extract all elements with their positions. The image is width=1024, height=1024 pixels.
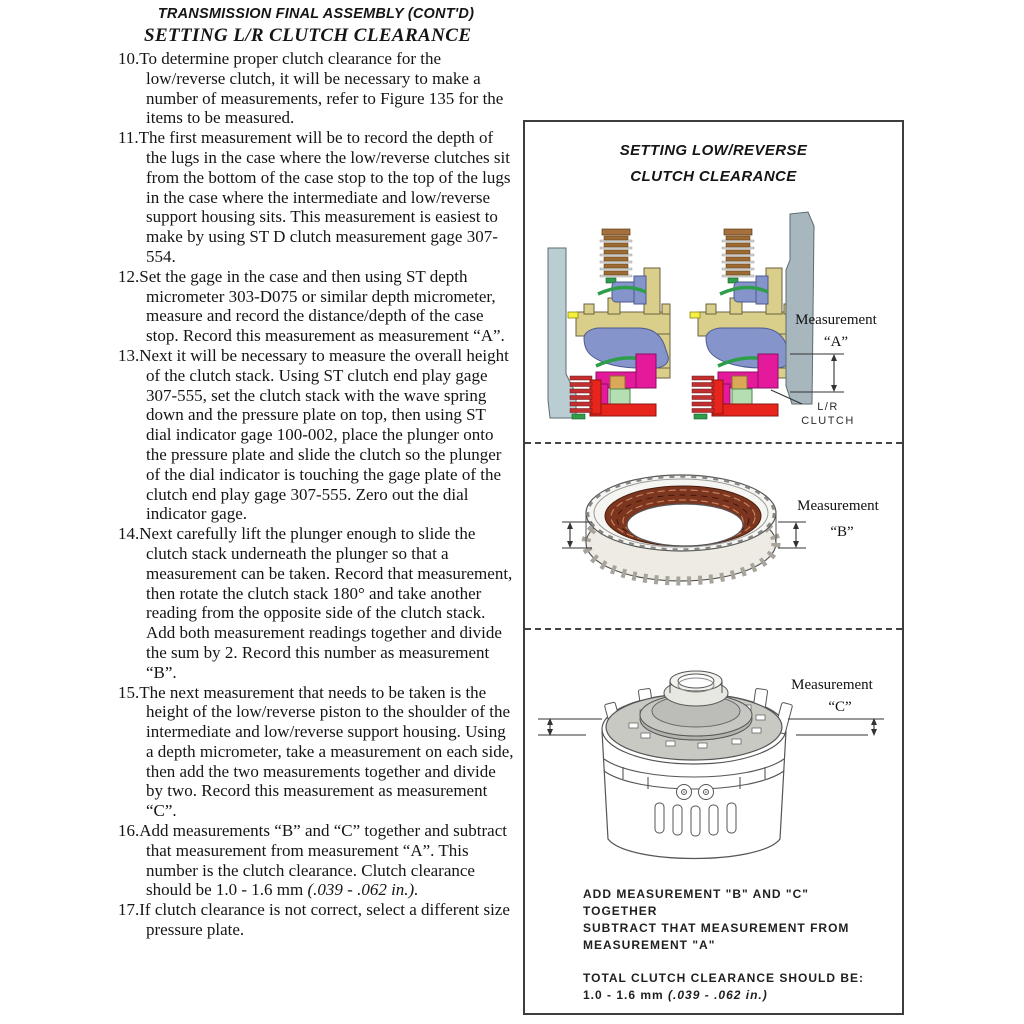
figure-title-line1: SETTING LOW/REVERSE	[619, 142, 808, 159]
step-text: Add measurements “B” and “C” together and subtract that measurement from measurement “A”. This number is the clutch clearance. Clutch clearance should be 1.0 - 1.6 mm	[139, 821, 507, 900]
note-line4: TOTAL CLUTCH CLEARANCE SHOULD BE:	[583, 971, 864, 985]
step-number: 16.	[118, 821, 140, 841]
measurement-b-label: Measurement	[797, 498, 879, 514]
diagram-measurement-a	[528, 208, 900, 442]
step-item-12	[118, 267, 514, 346]
doc-title: TRANSMISSION FINAL ASSEMBLY (CONT'D)	[157, 6, 475, 22]
measurement-b-value: “B”	[830, 524, 854, 540]
clutch-section-right	[786, 212, 814, 404]
dashed-divider-2	[525, 628, 902, 630]
note-line3: MEASUREMENT "A"	[583, 938, 716, 952]
step-number: 10.	[118, 49, 140, 68]
instruction-list	[118, 49, 514, 940]
step-number: 17.	[118, 900, 140, 920]
step-number: 14.	[118, 524, 140, 544]
note-line2: SUBTRACT THAT MEASUREMENT FROM	[583, 921, 850, 935]
step-text: Next carefully lift the plunger enough to slide the clutch stack underneath the plunger so that a measurement can be taken. Record that measurement, then rotate the clutch stack 180° and take another reading from the opposite side of the clutch stack. Add both measurement readings together and divide the sum by 2. Record this number as measurement “B”.	[139, 524, 513, 682]
section-title: SETTING L/R CLUTCH CLEARANCE	[144, 25, 472, 46]
diagram-measurement-c	[528, 631, 900, 881]
measurement-c-label: Measurement	[791, 677, 873, 693]
text-column	[118, 5, 514, 940]
note-line1: ADD MEASUREMENT "B" AND "C" TOGETHER	[583, 887, 809, 918]
lr-clutch-label-line1: L/R	[817, 401, 839, 413]
step-text: If clutch clearance is not correct, select a different size pressure plate.	[139, 900, 510, 940]
lr-clutch-label-line2: CLUTCH	[801, 415, 855, 427]
note-clearance-normal: 1.0 - 1.6 mm	[583, 988, 669, 1002]
figure-135-box	[523, 120, 904, 1015]
diagram-measurement-b	[528, 452, 900, 624]
step-item-17	[118, 900, 514, 940]
measurement-c-value: “C”	[828, 699, 852, 715]
figure-note	[583, 886, 883, 1004]
step-number: 15.	[118, 682, 140, 702]
measurement-a-label: Measurement	[795, 312, 877, 328]
clutch-stack-ring	[586, 475, 776, 581]
step-text: The first measurement will be to record the depth of the lugs in the case where the low/reverse clutches sit from the bottom of the case stop to the top of the lugs in the case where the intermediate and low/reverse support housing sits. This measurement is easiest to make by using ST D clutch measurement gage 307-554.	[138, 128, 511, 266]
step-item-11	[118, 128, 514, 267]
dashed-divider-1	[525, 442, 902, 444]
step-item-14	[118, 524, 514, 682]
step-item-13	[118, 346, 514, 524]
step-text: Next it will be necessary to measure the overall height of the clutch stack. Using ST clutch end play gage 307-555, set the clutch stack with the wave spring down and the pressure plate on top, then using ST dial indicator gage 100-002, place the plunger onto the pressure plate and slide the clutch so the plunger of the dial indicator is touching the gage plate of the clutch end play gage 307-555. Zero out the dial indicator gage.	[139, 345, 509, 524]
step-text: The next measurement that needs to be taken is the height of the low/reverse piston to the shoulder of the intermediate and low/reverse support housing. Using a depth micrometer, take a measurement on each side, then add the two measurements together and divide by two. Record this measurement as measurement “C”.	[139, 682, 514, 821]
step-number: 11.	[118, 128, 139, 148]
support-housing-drum	[602, 671, 793, 859]
note-line5	[583, 987, 883, 1004]
step-text: Set the gage in the case and then using ST depth micrometer 303-D075 or similar depth micrometer, measure and record the distance/depth of the case stop. Record this measurement as measurement “A”.	[139, 266, 505, 346]
measurement-a-value: “A”	[823, 334, 849, 350]
step-number: 12.	[118, 266, 140, 286]
step-item-10	[118, 49, 514, 128]
note-clearance-italic: (.039 - .062 in.)	[668, 988, 768, 1002]
step-text-italic: (.039 - .062 in.).	[307, 880, 419, 900]
step-text: To determine proper clutch clearance for the low/reverse clutch, it will be necessary to make a number of measurements, refer to Figure 135 for the items to be measured.	[139, 49, 504, 128]
step-item-16	[118, 821, 514, 900]
step-item-15	[118, 683, 514, 822]
figure-title-line2: CLUTCH CLEARANCE	[630, 168, 797, 185]
figure-title	[525, 138, 902, 190]
step-number: 13.	[118, 345, 140, 365]
